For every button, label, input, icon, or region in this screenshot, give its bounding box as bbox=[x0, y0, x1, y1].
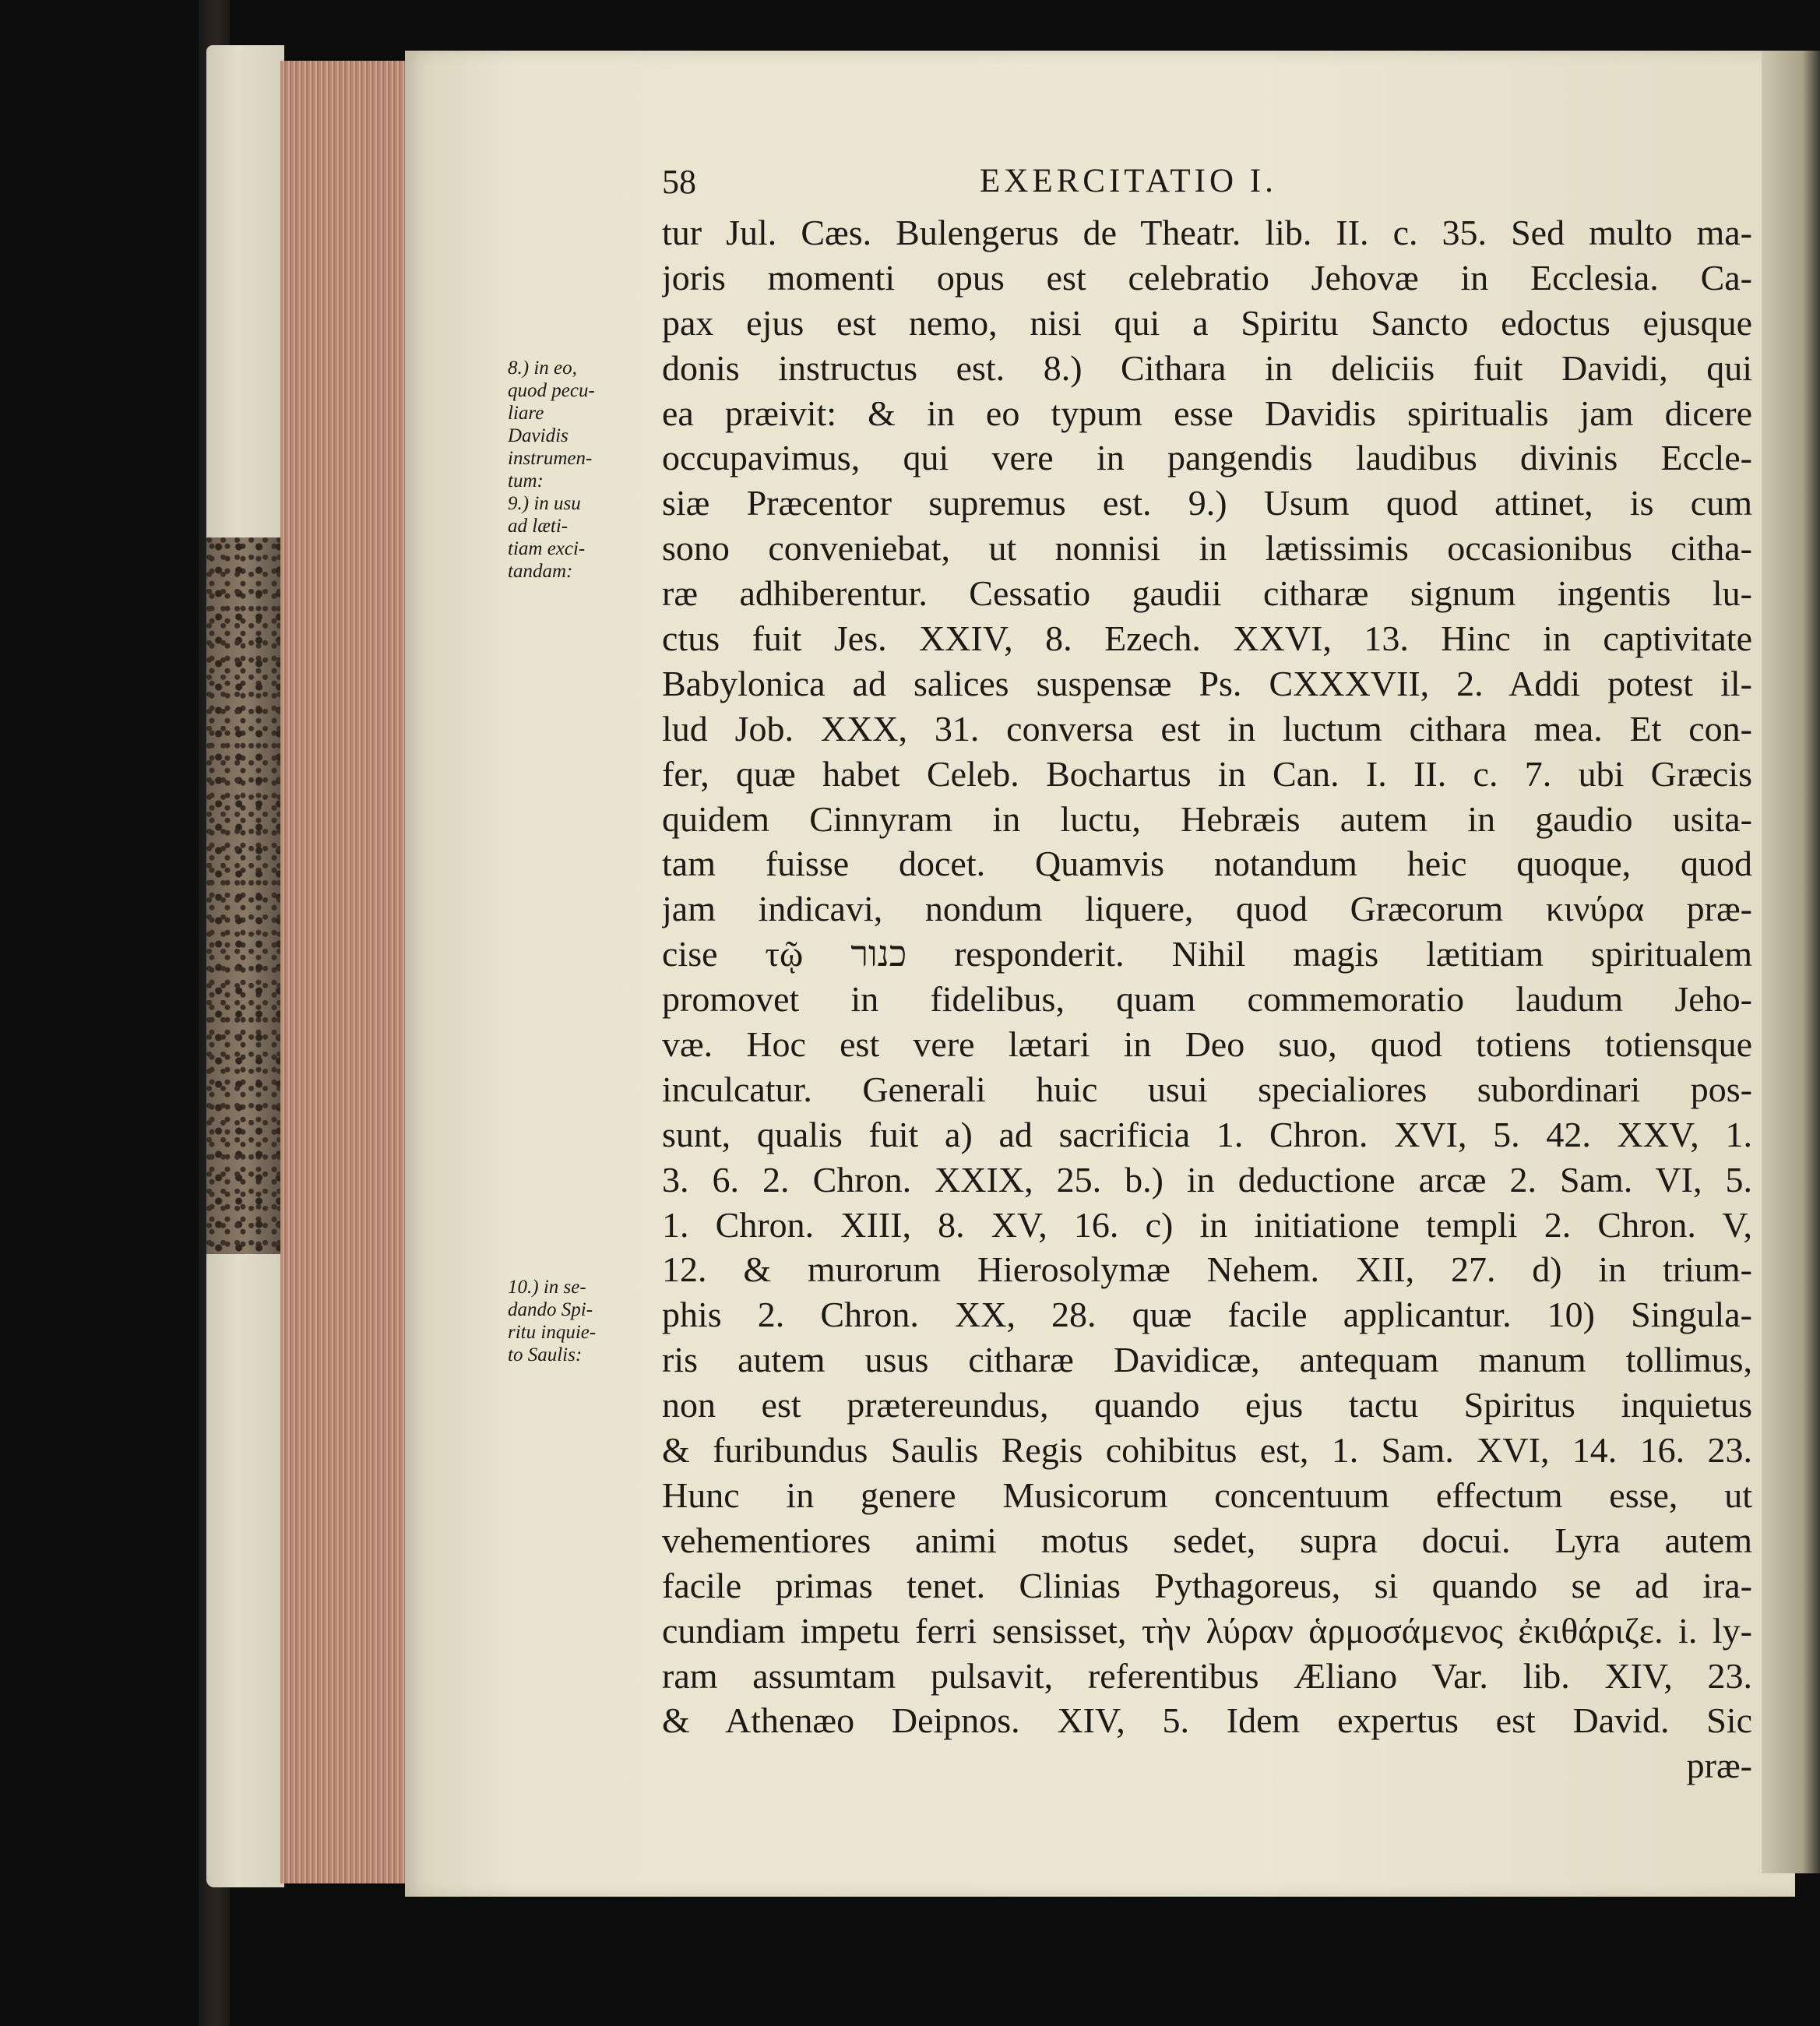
text-line: non est prætereundus, quando ejus tactu Spiritus inquietus bbox=[662, 1385, 1752, 1425]
body-text bbox=[662, 210, 1752, 1788]
page-gutter bbox=[1762, 51, 1820, 1873]
margin-note-line: quod pecu- bbox=[508, 380, 595, 401]
text-line: promovet in fidelibus, quam commemoratio laudum Jeho- bbox=[662, 979, 1752, 1020]
text-line: tam fuisse docet. Quamvis notandum heic quoque, quod bbox=[662, 844, 1752, 884]
text-line: 3. 6. 2. Chron. XXIX, 25. b.) in deductione arcæ 2. Sam. VI, 5. bbox=[662, 1159, 1752, 1200]
text-line: occupavimus, qui vere in pangendis laudibus divinis Eccle- bbox=[662, 438, 1752, 478]
text-line: jam indicavi, nondum liquere, quod Græcorum κινύρα præ- bbox=[662, 889, 1752, 929]
margin-note-line: tum: bbox=[508, 470, 544, 492]
text-line: siæ Præcentor supremus est. 9.) Usum quod attinet, is cum bbox=[662, 483, 1752, 523]
margin-note-line: ad læti- bbox=[508, 516, 569, 537]
text-line: tur Jul. Cæs. Bulengerus de Theatr. lib. II. c. 35. Sed multo ma- bbox=[662, 213, 1752, 252]
text-line: ram assumtam pulsavit, referentibus Æliano Var. lib. XIV, 23. bbox=[662, 1655, 1752, 1696]
text-line: 12. & murorum Hierosolymæ Nehem. XII, 27. d) in trium- bbox=[662, 1249, 1752, 1290]
text-line: pax ejus est nemo, nisi qui a Spiritu Sancto edoctus ejusque bbox=[662, 302, 1752, 343]
text-line: quidem Cinnyram in luctu, Hebræis autem in gaudio usita- bbox=[662, 798, 1752, 839]
text-line: ctus fuit Jes. XXIV, 8. Ezech. XXVI, 13. Hinc in captivitate bbox=[662, 618, 1752, 659]
text-line: & furibundus Saulis Regis cohibitus est, 1. Sam. XVI, 14. 16. 23. bbox=[662, 1430, 1752, 1471]
margin-note-line: to Saulis: bbox=[508, 1344, 583, 1365]
margin-note-2 bbox=[508, 1276, 664, 1366]
text-line: & Athenæo Deipnos. XIV, 5. Idem expertus est David. Sic bbox=[662, 1700, 1752, 1741]
text-line: Hunc in genere Musicorum concentuum effectum esse, ut bbox=[662, 1475, 1752, 1515]
text-line: Babylonica ad salices suspensæ Ps. CXXXVII, 2. Addi potest il- bbox=[662, 663, 1752, 703]
margin-note-line: tandam: bbox=[508, 561, 573, 582]
text-line: donis instructus est. 8.) Cithara in deliciis fuit Davidi, qui bbox=[662, 347, 1752, 388]
margin-note-line: tiam exci- bbox=[508, 538, 586, 559]
text-line: ræ adhiberentur. Cessatio gaudii citharæ signum ingentis lu- bbox=[662, 573, 1752, 614]
page-number: 58 bbox=[662, 163, 696, 201]
text-line: væ. Hoc est vere lætari in Deo suo, quod totiens totiensque bbox=[662, 1024, 1752, 1065]
text-line: sono conveniebat, ut nonnisi in lætissimis occasionibus citha- bbox=[662, 528, 1752, 569]
text-line: cise τῷ כנור responderit. Nihil magis lætitiam spiritualem bbox=[662, 934, 1752, 974]
page-edges bbox=[280, 61, 411, 1883]
catchword: præ- bbox=[1686, 1746, 1752, 1786]
text-line: inculcatur. Generali huic usui specialiores subordinari pos- bbox=[662, 1069, 1752, 1109]
text-line: facile primas tenet. Clinias Pythagoreus, si quando se ad ira- bbox=[662, 1565, 1752, 1605]
margin-note-line: 9.) in usu bbox=[508, 493, 581, 514]
text-line: fer, quæ habet Celeb. Bochartus in Can. I. II. c. 7. ubi Græcis bbox=[662, 753, 1752, 794]
margin-note-line: Davidis bbox=[508, 425, 569, 446]
margin-note-line: liare bbox=[508, 403, 544, 424]
text-line: ris autem usus citharæ Davidicæ, antequam manum tollimus, bbox=[662, 1340, 1752, 1380]
text-line: sunt, qualis fuit a) ad sacrificia 1. Chron. XVI, 5. 42. XXV, 1. bbox=[662, 1114, 1752, 1154]
text-line: lud Job. XXX, 31. conversa est in luctum cithara mea. Et con- bbox=[662, 708, 1752, 749]
worn-cover-patch bbox=[206, 537, 284, 1254]
text-line: ea præivit: & in eo typum esse Davidis spiritualis jam dicere bbox=[662, 393, 1752, 433]
margin-note-line: instrumen- bbox=[508, 448, 593, 469]
page-header bbox=[662, 162, 1752, 209]
text-line: cundiam impetu ferri sensisset, τὴν λύραν ἁρμοσάμενος ἐκιθάριζε. i. ly- bbox=[662, 1610, 1752, 1651]
margin-note-line: dando Spi- bbox=[508, 1299, 593, 1320]
margin-note-line: ritu inquie- bbox=[508, 1322, 597, 1343]
text-line: joris momenti opus est celebratio Jehovæ in Ecclesia. Ca- bbox=[662, 257, 1752, 298]
text-line: phis 2. Chron. XX, 28. quæ facile applicantur. 10) Singula- bbox=[662, 1295, 1752, 1335]
text-line: 1. Chron. XIII, 8. XV, 16. c) in initiatione templi 2. Chron. V, bbox=[662, 1204, 1752, 1245]
text-line: vehementiores animi motus sedet, supra docui. Lyra autem bbox=[662, 1520, 1752, 1560]
margin-note-line: 10.) in se- bbox=[508, 1277, 586, 1298]
margin-note-1 bbox=[508, 357, 664, 583]
margin-note-line: 8.) in eo, bbox=[508, 358, 577, 379]
running-title: EXERCITATIO I. bbox=[980, 163, 1277, 199]
